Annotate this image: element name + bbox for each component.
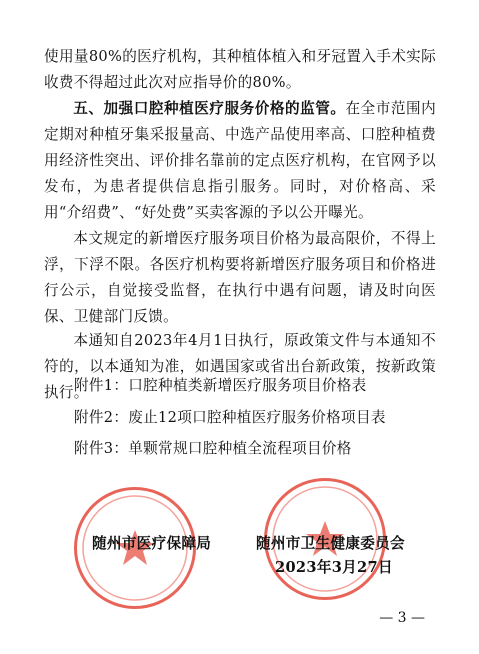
attachment-item: 附件2：废止12项口腔种植医疗服务价格项目表 [74,409,386,426]
section-heading: 五、加强口腔种植医疗服务价格的监管。 [73,100,346,117]
paragraph-text: 本文规定的新增医疗服务项目价格为最高限价，不得上浮，下浮不限。各医疗机构要将新增医疗服务项目和价格进行公示，自觉接受监督，在执行中遇有问题，请及时向医保、卫健部门反馈。 [44,230,436,325]
paragraph-price-cap [44,44,436,96]
attachment-item: 附件1：口腔种植类新增医疗服务项目价格表 [74,377,367,394]
paragraph-text: 使用量80%的医疗机构，其种植体植入和牙冠置入手术实际收费不得超过此次对应指导价的80%。 [44,48,436,91]
page-number: — 3 — [379,610,425,626]
attachment-item: 附件3：单颗常规口腔种植全流程项目价格 [74,440,352,457]
signature-date: 2023年3月27日 [275,559,393,576]
signature-right: 随州市卫生健康委员会 [256,535,405,552]
paragraph-text: 在全市范围内定期对种植牙集采报量高、中选产品使用率高、口腔种植费用经济性突出、评价排名靠前的定点医疗机构，在官网予以发布，为患者提供信息指引服务。同时，对价格高、采用“介绍费”、“好处费”买卖客源的予以公开曝光。 [44,100,436,221]
paragraph-supervision [44,96,436,226]
paragraph-text: 本通知自2023年4月1日执行，原政策文件与本通知不符的，以本通知为准，如遇国家或省出台新政策，按新政策执行。 [44,332,436,401]
paragraph-max-price [44,226,436,330]
signature-left: 随州市医疗保障局 [92,535,212,552]
